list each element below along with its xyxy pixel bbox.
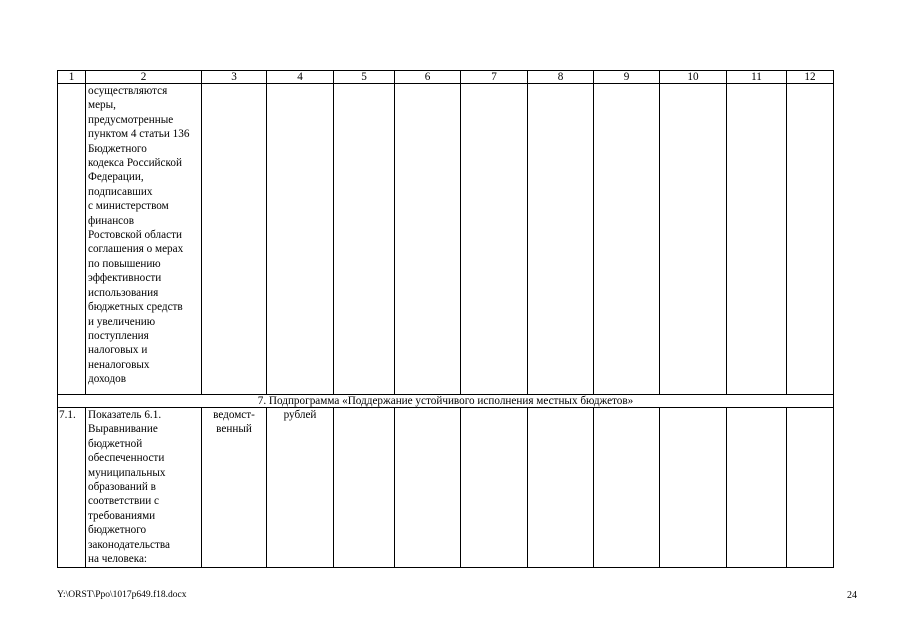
empty-cell xyxy=(461,84,528,395)
empty-cell xyxy=(660,408,727,568)
empty-cell xyxy=(727,84,787,395)
header-cell-5: 5 xyxy=(334,71,395,84)
empty-cell xyxy=(528,84,594,395)
empty-cell xyxy=(267,84,334,395)
row-number-cell xyxy=(58,84,86,395)
empty-cell xyxy=(594,408,660,568)
header-cell-12: 12 xyxy=(787,71,834,84)
table-row-7-1 xyxy=(58,408,834,568)
indicator-description-text: Показатель 6.1. Выравнивание бюджетной обеспеченности муниципальных образований в соответствии с требованиями бюджетного законодательства на человека: xyxy=(88,409,170,566)
empty-cell xyxy=(334,84,395,395)
section-title: 7. Подпрограмма «Поддержание устойчивого исполнения местных бюджетов» xyxy=(58,395,834,408)
header-cell-1: 1 xyxy=(58,71,86,84)
header-cell-7: 7 xyxy=(461,71,528,84)
header-cell-10: 10 xyxy=(660,71,727,84)
header-cell-4: 4 xyxy=(267,71,334,84)
indicator-type-text: ведомст- венный xyxy=(213,409,255,436)
footer-file-path: Y:\ORST\Ppo\1017p649.f18.docx xyxy=(57,590,187,600)
empty-cell xyxy=(528,408,594,568)
table-row-continuation xyxy=(58,84,834,395)
empty-cell xyxy=(787,84,834,395)
empty-cell xyxy=(594,84,660,395)
empty-cell xyxy=(787,408,834,568)
header-cell-3: 3 xyxy=(202,71,267,84)
header-cell-6: 6 xyxy=(395,71,461,84)
empty-cell xyxy=(395,408,461,568)
indicator-table xyxy=(57,70,834,568)
section-row xyxy=(58,395,834,408)
empty-cell xyxy=(461,408,528,568)
empty-cell xyxy=(660,84,727,395)
header-cell-8: 8 xyxy=(528,71,594,84)
indicator-description-text: осуществляются меры, предусмотренные пунктом 4 статьи 136 Бюджетного кодекса Российской Федерации, подписавших с министерством финансов Ростовской области соглашения о мерах по повышению эффективности использования бюджетных средств и увеличению поступления налоговых и неналоговых доходов xyxy=(88,85,190,386)
unit-cell: рублей xyxy=(267,408,334,568)
header-cell-9: 9 xyxy=(594,71,660,84)
indicator-description-cell xyxy=(86,408,202,568)
empty-cell xyxy=(202,84,267,395)
empty-cell xyxy=(334,408,395,568)
empty-cell xyxy=(395,84,461,395)
header-cell-2: 2 xyxy=(86,71,202,84)
indicator-type-cell xyxy=(202,408,267,568)
row-number-cell: 7.1. xyxy=(58,408,86,568)
empty-cell xyxy=(727,408,787,568)
page-number: 24 xyxy=(847,590,857,601)
header-row xyxy=(58,71,834,84)
header-cell-11: 11 xyxy=(727,71,787,84)
indicator-description-cell xyxy=(86,84,202,395)
